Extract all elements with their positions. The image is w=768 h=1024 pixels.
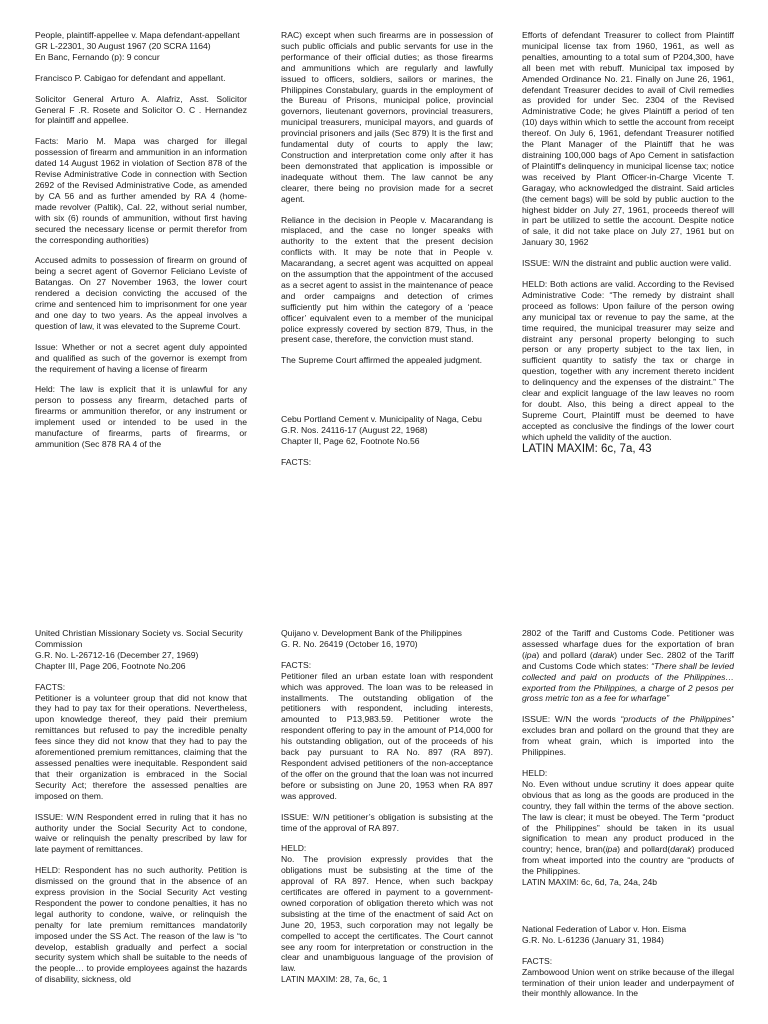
case-caption-united-christian: United Christian Missionary Society vs. Social Security Commission G.R. No. L-26712-16 (December 27, 1969) Chapter III, Page 206, Footnote No.206 (35, 628, 243, 671)
held-paragraph: HELD: Both actions are valid. According to the Revised Administrative Code: “The remedy by distraint shall proceed as follows: Upon failure of the person owing any municipal tax or revenue to pay the same, at the time required, the municipal treasurer may seize and distraint any personal property belonging to such person or any property subject to the tax lien, in sufficient quantity to satisfy the tax or charge in question, together with any increment thereto incident to delinquency and the expenses of the distraint.” The clear and explicit language of the law leaves no room for doubt. Also, this being a direct appeal to the Supreme Court, Plaintiff must be deemed to have accepted as conclusive the findings of the lower court which upheld the validity of the auction. (522, 279, 734, 442)
case-caption-people-v-mapa: People, plaintiff-appellee v. Mapa defendant-appellant GR L-22301, 30 August 1967 (20 SCRA 1164) En Banc, Fernando (p): 9 concur (35, 30, 240, 62)
text-run: ipa (524, 649, 537, 660)
text-run: darak (592, 649, 615, 660)
facts-paragraph: FACTS: Zambowood Union went on strike because of the illegal termination of their union leader and underpayment of their monthly allowance. In the (522, 955, 734, 999)
counsel-defendant: Francisco P. Cabigao for defendant and appellant. (35, 72, 226, 83)
tariff-paragraph (522, 628, 734, 704)
text-run: ) under Sec. 2802 of the Tariff and Customs Code which states: (522, 649, 734, 671)
issue-paragraph: ISSUE: W/N petitioner’s obligation is subsisting at the time of the approval of RA 897. (281, 811, 493, 833)
text-run: ) and pollard ( (536, 649, 593, 660)
column-1-top (35, 30, 247, 590)
case-caption-quijano: Quijano v. Development Bank of the Philippines G. R. No. 26419 (October 16, 1970) (281, 628, 462, 649)
reliance-paragraph: Reliance in the decision in People v. Macarandang is misplaced, and the case no longer speaks with authority to the extent that the present decision conflicts with. It may be note that in People v. Macarandang, a secret agent was acquitted on appeal on the assumption that the appointment of the accused as a secret agent to assist in the maintenance of peace and order campaigns and detection of crimes sufficiently put him within the category of a ‘peace officer’ equivalent even to a member of the municipal police expressly covered by section 879, Thus, in the present case, therefore, the conviction must stand. (281, 214, 493, 345)
text-run: darak (670, 844, 692, 855)
issue-paragraph: Issue: Whether or not a secret agent duly appointed and qualified as such of the governor is exempt from the requirement of having a license of firearm (35, 341, 247, 374)
ruling-paragraph: The Supreme Court affirmed the appealed judgment. (281, 355, 482, 366)
held-paragraph (522, 768, 734, 877)
text-run: ) produced from wheat imported into the country are “products of the Philippines. (522, 844, 734, 877)
column-3-bottom (522, 628, 734, 1024)
case-caption-nfl-v-eisma: National Federation of Labor v. Hon. Eisma G.R. No. L-61236 (January 31, 1984) (522, 923, 687, 945)
case-caption-cebu-portland: Cebu Portland Cement v. Municipality of Naga, Cebu G.R. Nos. 24116-17 (August 22, 1968) Chapter II, Page 62, Footnote No.56 (281, 414, 482, 447)
issue-paragraph (522, 714, 734, 758)
column-1-bottom (35, 628, 247, 1024)
text-run: ipa (605, 844, 618, 855)
text-run: ) and pollard( (617, 844, 671, 855)
facts-paragraph: Facts: Mario M. Mapa was charged for illegal possession of firearm and ammunition in an information dated 14 August 1962 in violation of Section 878 of the Revise Administrative Code in connection with Section 2692 of the Revised Administrative Code, as amended by CA 56 and as further amended by RA 4 (home-made revolver (Paltik), Cal. 22, without serial number, with six (6) rounds of ammunition, without first having secured the necessary license or permit therefor from the corresponding authorities) (35, 136, 247, 245)
held-paragraph: Held: The law is explicit that it is unlawful for any person to possess any firearm, detached parts of firearms or ammunition therefor, or any instrument or implement used or intended to be used in the manufacture of firearms, parts of firearms, or ammunition (Sec 878 RA 4 of the (35, 384, 247, 449)
latin-maxim: LATIN MAXIM: 6c, 6d, 7a, 24a, 24b (522, 877, 658, 888)
quoted-term: “products of the Philippines” (620, 714, 734, 725)
latin-maxim: LATIN MAXIM: 28, 7a, 6c, 1 (281, 974, 388, 985)
facts-paragraph-2: Accused admits to possession of firearm on ground of being a secret agent of Governor Feliciano Leviste of Batangas. On 27 November 1963, the lower court rendered a decision convicting the accused of the crime and sentenced him to imprisonment for one year and one day to two years. As the appeal involves a question of law, it was elevated to the Supreme Court. (35, 255, 247, 331)
counsel-plaintiff: Solicitor General Arturo A. Alafriz, Asst. Solicitor General F .R. Rosete and Solicitor O. C . Hernandez for plaintiff and appellee. (35, 93, 247, 126)
quoted-provision: “There shall be levied collected and paid on products of the Philippines… exported from the Philippines, a charge of 2 pesos per gross metric ton as a fee for wharfage” (522, 660, 734, 704)
text-run: HELD: No. Even without undue scrutiny it does appear quite obvious that as long as the goods are produced in the country, they fall within the terms of the above section. The law is clear; it must be obeyed. The Term “product of the Philippines” should be taken in its usual signification to mean any product produced in the country; hence, bran( (522, 767, 734, 855)
held-paragraph: HELD: No. The provision expressly provides that the obligations must be subsisting at the time of the approval of RA 897. Hence, when such backpay certificates are offered in payment to a government-owned corporation of obligation thereto which was not subsisting at the time of the enactment of said Act on June 20, 1953, such corporation may not legally be compelled to accept the certificates. The Court cannot see any room for interpretation or construction in the clear and unambiguous language of the provision of law. (281, 843, 493, 974)
column-3-top (522, 30, 734, 590)
text-run: 2802 of the Tariff and Customs Code. Petitioner was assessed wharfage dues for the exportation of bran ( (522, 628, 734, 660)
held-paragraph: HELD: Respondent has no such authority. Petition is dismissed on the ground that in the absence of an express provision in the Social Security Act vesting Respondent the power to condone penalties, it has no legal authority to condone, waive, or relinquish the penalty for late premium remittances mandatorily imposed under the SS Act. The reason of the law is “to develop, establish gradually and perfect a social security system which shall be suitable to the needs of the people… to provide employees against the hazards of disability, sickness, old (35, 865, 247, 985)
latin-maxim: LATIN MAXIM: 6c, 7a, 43 (522, 442, 652, 455)
facts-heading: FACTS: (281, 457, 312, 467)
facts-paragraph: Efforts of defendant Treasurer to collect from Plaintiff municipal license tax from 1960, 1961, as well as penalties, amounting to a total sum of P204,300, have all been met with rebuff. Municipal tax imposed by Amended Ordinance No. 21. Finally on June 26, 1961, defendant Treasurer decides to avail of Civil remedies as provided for under Sec. 2304 of the Revised Administrative Code; he gives Plaintiff a period of ten (10) days within which to settle the account from receipt thereof. On July 6, 1961, defendant Treasurer notified the Plant Manager of the Plaintiff that he was distraining 100,000 bags of Apo Cement in satisfaction of Plaintiff's delinquency in municipal license tax; notice was received by Plant Officer-in-Charge Vicente T. Garagay, who acknowledged the distraint. Said articles (the cement bags) will be sold by public auction to the highest bidder on July 27, 1961, proceeds thereof will in part be utilized to settle the account. Despite notice of sale, it did not take place on July 27, 1961 but on January 30, 1962 (522, 30, 734, 248)
held-continued-paragraph: RAC) except when such firearms are in possession of such public officials and public servants for use in the performance of their official duties; as those firearms and ammunitions which are regularly and lawfully issued to officers, soldiers, sailors or marines, the Philippines Constabulary, guards in the employment of the Bureau of Prisons, municipal police, provincial governors, lieutenant governors, provincial treasurers, municipal treasurers, municipal mayors, and guards of provincial prisoners and jails (Sec 879) It is the first and fundamental duty of courts to apply the law; Construction and interpretation come only after it has been demonstrated that application is impossible or inadequate without them. The law cannot be any clearer, there being no provision made for a secret agent. (281, 30, 493, 204)
facts-paragraph: FACTS: Petitioner filed an urban estate loan with respondent which was approved. The loan was to be released in installments. The outstanding obligation of the petitioners with respondent, including interests, amounted to P13,983.59. Petitioner wrote the respondent offering to pay in the amount of P14,000 for his outstanding obligation, out of the proceeds of his back pay pursuant to RA No. 897 (RA 897). Respondent advised petitioners of the non-acceptance of the offer on the ground that the loan was not incurred before or subsisting on June 20, 1953 when RA 897 was approved. (281, 659, 493, 801)
column-2-bottom (281, 628, 493, 1024)
text-run: ISSUE: W/N the words (522, 714, 621, 725)
text-run: excludes bran and pollard on the ground that they are from wheat grain, which is imported into the Philippines. (522, 725, 734, 758)
issue-paragraph: ISSUE: W/N the distraint and public auction were valid. (522, 258, 732, 269)
facts-paragraph: FACTS: Petitioner is a volunteer group that did not know that they had to pay tax for their operations. Nevertheless, upon knowledge thereof, they paid their premium remittances but refused to pay the incredible penalty fees since they did not know that they had to pay the aforementioned premium remittances, claiming that the assessed penalties were inequitable. Respondent said that their organization is embraced in the Social Security Act; therefore the assessed penalties are imposed on them. (35, 681, 247, 801)
column-2-top (281, 30, 493, 590)
issue-paragraph: ISSUE: W/N Respondent erred in ruling that it has no authority under the Social Security Act to condone, waive or relinquish the penalty prescribed by law for late payment of remittances. (35, 811, 247, 855)
